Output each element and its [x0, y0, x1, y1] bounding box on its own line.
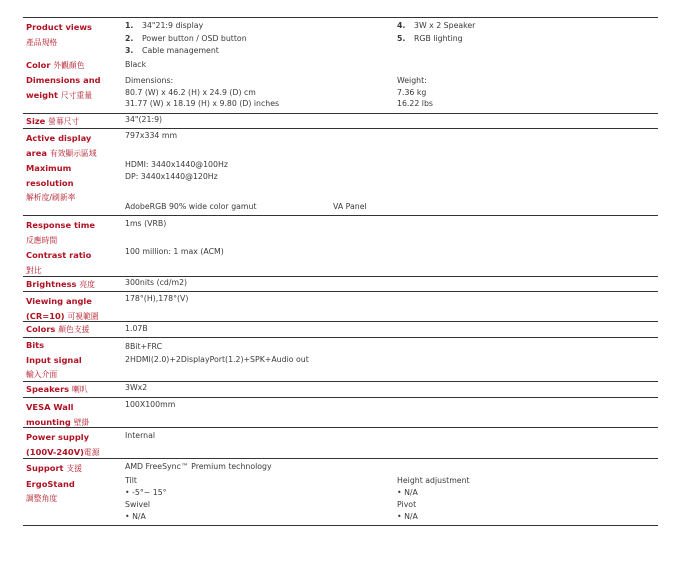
label-input-zh: 輸入介面	[26, 370, 58, 379]
tilt-value: • -5°~ 15°	[125, 487, 167, 499]
row-bits	[23, 337, 658, 381]
resolution-values	[125, 159, 228, 183]
label-ergostand: ErgoStand	[26, 478, 75, 489]
vesa-value: 100X100mm	[125, 400, 176, 409]
label-en-2: mounting	[26, 416, 71, 427]
label-display-area	[26, 131, 124, 206]
product-views-left-list	[125, 20, 247, 58]
label-en: Bits	[26, 340, 45, 350]
list-text: Power button / OSD button	[142, 33, 247, 43]
row-dimensions	[23, 73, 658, 113]
weight-values	[397, 75, 433, 110]
product-views-right-list	[397, 20, 475, 45]
row-support	[23, 458, 658, 526]
list-num: 3.	[125, 46, 134, 55]
label-en: Active display	[26, 133, 92, 143]
row-size	[23, 113, 658, 128]
tilt-label: Tilt	[125, 476, 137, 485]
height-value: • N/A	[397, 487, 470, 499]
weight-kg: 7.36 kg	[397, 87, 427, 97]
label-en-2: area	[26, 147, 47, 158]
label-en: Support	[26, 463, 64, 473]
row-viewing-angle	[23, 291, 658, 321]
response-value: 1ms (VRB)	[125, 219, 167, 228]
pivot-value: • N/A	[397, 511, 470, 523]
label-en-2: (100V-240V)	[26, 446, 84, 457]
color-gamut-value: AdobeRGB 90% wide color gamut	[125, 202, 257, 211]
label-vesa	[26, 400, 124, 430]
height-label: Height adjustment	[397, 476, 470, 485]
list-num: 1.	[125, 21, 134, 30]
label-colors	[26, 322, 124, 338]
label-dimensions	[26, 73, 124, 103]
label-zh: 喇叭	[71, 385, 88, 394]
label-zh: 反應時間	[26, 235, 58, 245]
row-product-views	[23, 17, 658, 58]
label-zh: 壁掛	[73, 417, 90, 427]
label-en: Power supply	[26, 432, 90, 442]
list-item	[397, 33, 475, 46]
label-contrast-zh: 對比	[26, 265, 42, 275]
size-value: 34"(21:9)	[125, 115, 163, 124]
swivel-value: • N/A	[125, 511, 167, 523]
row-colors	[23, 321, 658, 337]
label-zh: 亮度	[79, 280, 95, 289]
label-en: Size	[26, 116, 46, 126]
spec-table	[23, 17, 658, 526]
bits-values	[125, 340, 309, 366]
label-zh: 支援	[66, 464, 83, 473]
dimensions-values	[125, 75, 279, 110]
label-zh: 可視範圍	[67, 311, 99, 321]
label-support	[26, 461, 124, 507]
label-product-views	[26, 20, 124, 50]
list-num: 5.	[397, 33, 406, 43]
label-viewing-angle	[26, 294, 124, 324]
label-en: VESA Wall	[26, 402, 74, 412]
label-en: Viewing angle	[26, 296, 92, 306]
speakers-value: 3Wx2	[125, 383, 148, 392]
list-text: RGB lighting	[414, 33, 463, 43]
label-en: Dimensions and	[26, 75, 101, 85]
colors-value: 1.07B	[125, 324, 148, 333]
list-text: 34"21:9 display	[142, 21, 204, 30]
label-en: Brightness	[26, 279, 77, 289]
label-zh: 尺寸重量	[60, 90, 93, 100]
label-color	[26, 58, 124, 74]
label-en: Response time	[26, 220, 96, 230]
row-speakers	[23, 381, 658, 397]
row-display-area	[23, 128, 658, 215]
label-resolution: Maximum	[26, 163, 72, 173]
label-en: Color	[26, 60, 51, 70]
display-area-value: 797x334 mm	[125, 131, 178, 140]
ergostand-right	[397, 475, 470, 523]
label-speakers	[26, 382, 124, 398]
row-color	[23, 58, 658, 73]
contrast-value: 100 million: 1 max (ACM)	[125, 247, 224, 256]
dimensions-cm: 80.7 (W) x 46.2 (H) x 24.9 (D) cm	[125, 87, 256, 97]
color-value: Black	[125, 60, 147, 69]
list-text: 3W x 2 Speaker	[414, 21, 476, 30]
support-value: AMD FreeSync™ Premium technology	[125, 462, 272, 471]
resolution-dp: DP: 3440x1440@120Hz	[125, 172, 218, 181]
label-en: Speakers	[26, 384, 70, 394]
viewing-angle-value: 178°(H),178°(V)	[125, 294, 189, 303]
row-vesa	[23, 397, 658, 427]
label-en-2: weight	[26, 89, 58, 100]
label-ergostand-zh: 調整角度	[26, 494, 58, 503]
brightness-value: 300nits (cd/m2)	[125, 278, 188, 287]
resolution-hdmi: HDMI: 3440x1440@100Hz	[125, 160, 228, 169]
list-num: 2.	[125, 33, 134, 43]
list-item	[125, 20, 247, 33]
label-zh: 有效顯示區域	[49, 148, 97, 158]
label-en: Colors	[26, 324, 56, 334]
label-en-2: (CR=10)	[26, 310, 65, 321]
list-num: 4.	[397, 21, 406, 30]
dimensions-inches: 31.77 (W) x 18.19 (H) x 9.80 (D) inches	[125, 99, 280, 108]
list-text: Cable management	[142, 46, 219, 55]
list-item	[397, 20, 475, 33]
label-zh: 產品規格	[26, 37, 58, 47]
dimensions-title: Dimensions:	[125, 76, 174, 85]
label-resolution-2: resolution	[26, 177, 74, 188]
power-value: Internal	[125, 431, 156, 440]
label-contrast: Contrast ratio	[26, 250, 92, 260]
weight-title: Weight:	[397, 76, 427, 85]
label-resolution-zh: 解析度/刷新率	[26, 193, 76, 202]
label-bits	[26, 338, 124, 383]
label-zh: 外觀顏色	[53, 61, 85, 70]
list-item	[125, 45, 247, 58]
panel-type-value: VA Panel	[333, 202, 367, 211]
list-item	[125, 33, 247, 46]
pivot-label: Pivot	[397, 500, 417, 509]
label-zh: 顏色支援	[58, 325, 90, 334]
row-power	[23, 427, 658, 458]
label-power	[26, 430, 124, 460]
ergostand-left	[125, 475, 167, 523]
label-input: Input signal	[26, 354, 82, 365]
label-zh: 螢幕尺寸	[48, 117, 80, 126]
row-brightness	[23, 276, 658, 291]
input-value: 2HDMI(2.0)+2DisplayPort(1.2)+SPK+Audio out	[125, 355, 309, 364]
bits-value: 8Bit+FRC	[125, 342, 163, 351]
weight-lbs: 16.22 lbs	[397, 99, 433, 108]
label-response	[26, 218, 124, 278]
label-zh: 電源	[83, 447, 100, 457]
label-en: Product views	[26, 22, 92, 32]
row-response	[23, 215, 658, 276]
swivel-label: Swivel	[125, 500, 151, 509]
